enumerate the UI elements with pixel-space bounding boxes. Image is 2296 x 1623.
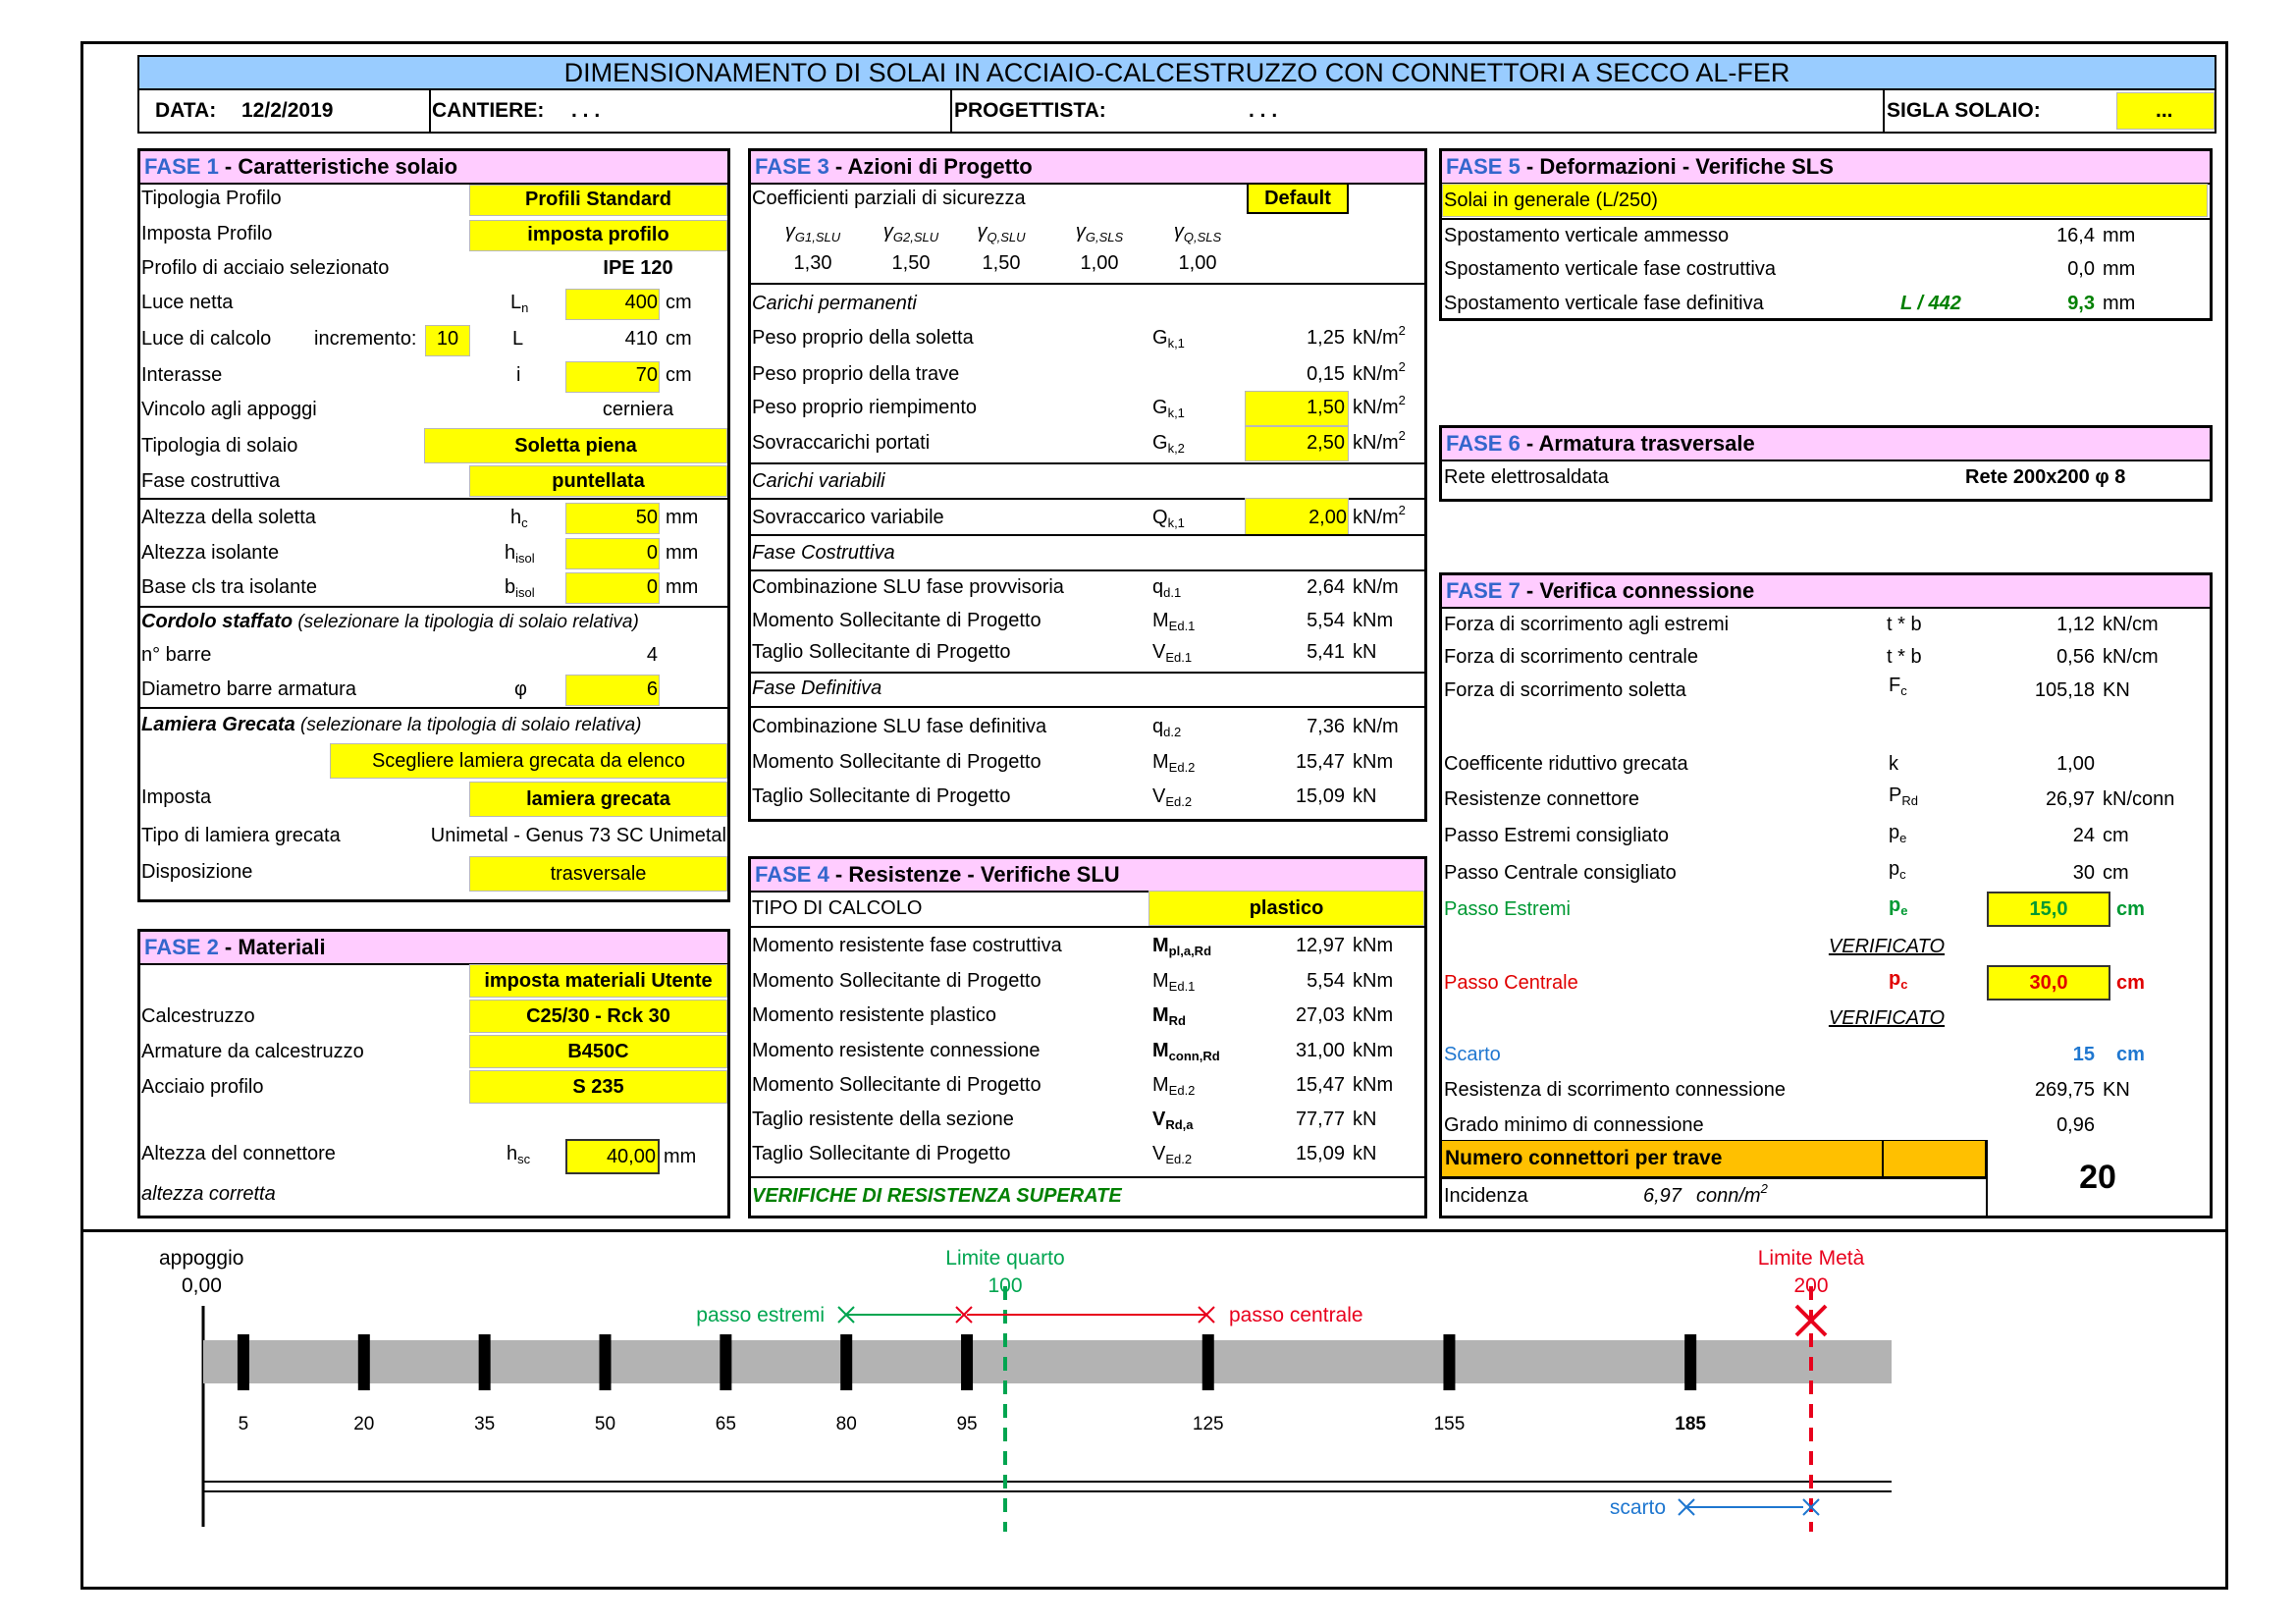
rows2-label-2: Taglio Sollecitante di Progetto bbox=[752, 641, 1011, 663]
profilo-selezionato-value: IPE 120 bbox=[603, 257, 673, 279]
connector-95 bbox=[961, 1334, 973, 1390]
resistenza-scorrimento-unit: KN bbox=[2103, 1079, 2130, 1101]
connector-label-125: 125 bbox=[1192, 1414, 1224, 1434]
progettista-label: PROGETTISTA: bbox=[954, 99, 1106, 122]
disposizione-select[interactable]: trasversale bbox=[550, 863, 647, 885]
rows4-unit-0: kNm bbox=[1353, 935, 1394, 956]
rows4-unit-6: kN bbox=[1353, 1143, 1377, 1164]
base-cls-label: Base cls tra isolante bbox=[141, 576, 317, 598]
forza-centrale-value: 0,56 bbox=[2056, 646, 2095, 668]
appoggio-label: appoggio bbox=[159, 1247, 244, 1270]
incidenza-label: Incidenza bbox=[1444, 1185, 1528, 1207]
spostamento-costruttiva-unit: mm bbox=[2103, 258, 2136, 280]
rows2-symbol-1: $M_{Ed.1}$ bbox=[1152, 610, 1196, 633]
altezza-isolante-symbol: $h_{isol}$ bbox=[505, 542, 535, 566]
rows4-value-5: 77,77 bbox=[1295, 1109, 1345, 1130]
rete-value[interactable]: Rete 200x200 φ 8 bbox=[1965, 466, 2126, 488]
calcestruzzo-label: Calcestruzzo bbox=[141, 1005, 255, 1027]
imposta-materiali-select[interactable]: imposta materiali Utente bbox=[484, 970, 713, 992]
resistenze-connettore-value: 26,97 bbox=[2045, 788, 2095, 810]
rows2-unit-2: kN bbox=[1353, 641, 1377, 663]
rows1-label-2: Peso proprio riempimento bbox=[752, 397, 977, 418]
altezza-soletta-input[interactable]: 50 bbox=[635, 507, 658, 528]
gamma-value-0: 1,30 bbox=[793, 252, 832, 274]
fase2-header: FASE 2 - Materiali bbox=[140, 932, 727, 965]
rows3-unit-2: kN bbox=[1353, 785, 1377, 807]
lamiera-select[interactable]: Scegliere lamiera grecata da elenco bbox=[371, 750, 686, 772]
spostamento-costruttiva-label: Spostamento verticale fase costruttiva bbox=[1444, 258, 1776, 280]
connector-label-95: 95 bbox=[956, 1414, 978, 1434]
acciaio-label: Acciaio profilo bbox=[141, 1076, 264, 1098]
page-title: DIMENSIONAMENTO DI SOLAI IN ACCIAIO-CALCESTRUZZO CON CONNETTORI A SECCO AL-FER bbox=[137, 55, 2216, 90]
n-barre-value: 4 bbox=[646, 644, 658, 666]
connector-diagram bbox=[80, 1232, 2228, 1586]
resistenze-connettore-label: Resistenze connettore bbox=[1444, 788, 1640, 810]
luce-calcolo-value: 410 bbox=[624, 328, 658, 350]
rows3-label-0: Combinazione SLU fase definitiva bbox=[752, 716, 1047, 737]
rows4-value-2: 27,03 bbox=[1295, 1004, 1345, 1026]
rows4-symbol-0: $M_{pl,a,Rd}$ bbox=[1152, 935, 1212, 958]
gamma-value-3: 1,00 bbox=[1080, 252, 1119, 274]
passo-estremi-consigliato-label: Passo Estremi consigliato bbox=[1444, 825, 1669, 846]
connector-20 bbox=[358, 1334, 370, 1390]
fase1-header: FASE 1 - Caratteristiche solaio bbox=[140, 151, 727, 185]
connector-35 bbox=[479, 1334, 491, 1390]
rows1-label-1: Peso proprio della trave bbox=[752, 363, 960, 385]
rows2-unit-1: kNm bbox=[1353, 610, 1394, 631]
rows3-symbol-1: $M_{Ed.2}$ bbox=[1152, 751, 1196, 775]
fase7-content bbox=[1439, 572, 2213, 1218]
rows2-value-1: 5,54 bbox=[1307, 610, 1345, 631]
cantiere-label: CANTIERE: bbox=[432, 99, 545, 122]
forza-estremi-symbol: t * b bbox=[1887, 614, 1922, 635]
gamma-label-0: $\gamma_{G1,SLU}$ bbox=[784, 221, 841, 244]
passo-centrale-symbol: $p_c$ bbox=[1889, 968, 1908, 992]
rows4-symbol-4: $M_{Ed.2}$ bbox=[1152, 1074, 1196, 1098]
disposizione-label: Disposizione bbox=[141, 861, 253, 883]
connector-50 bbox=[600, 1334, 612, 1390]
passo-estremi-unit: cm bbox=[2116, 898, 2145, 920]
rows4-value-6: 15,09 bbox=[1295, 1143, 1345, 1164]
diametro-input[interactable]: 6 bbox=[646, 678, 658, 700]
luce-netta-label: Luce netta bbox=[141, 292, 234, 313]
rows3-unit-0: kN/m bbox=[1353, 716, 1399, 737]
passo-centrale-unit: cm bbox=[2116, 972, 2145, 994]
base-cls-input[interactable]: 0 bbox=[646, 576, 658, 598]
rows4-label-3: Momento resistente connessione bbox=[752, 1040, 1041, 1061]
interasse-label: Interasse bbox=[141, 364, 223, 386]
solai-select[interactable]: Solai in generale (L/250) bbox=[1444, 189, 1658, 211]
profilo-selezionato-label: Profilo di acciaio selezionato bbox=[141, 257, 390, 279]
gamma-value-4: 1,00 bbox=[1178, 252, 1217, 274]
incidenza-value: 6,97 bbox=[1643, 1185, 1682, 1207]
spostamento-ammesso-value: 16,4 bbox=[2056, 225, 2095, 246]
fase2-content bbox=[137, 929, 730, 1218]
progettista-value[interactable]: . . . bbox=[1249, 99, 1278, 122]
rows1-unit-2: $kN/m^2$ bbox=[1353, 393, 1406, 418]
rows4-value-1: 5,54 bbox=[1307, 970, 1345, 992]
rows4-value-3: 31,00 bbox=[1295, 1040, 1345, 1061]
tipo-lamiera-value: Unimetal - Genus 73 SC Unimetal bbox=[430, 825, 726, 846]
altezza-corretta-status: altezza corretta bbox=[141, 1183, 276, 1205]
n-barre-label: n° barre bbox=[141, 644, 212, 666]
rows2-symbol-2: $V_{Ed.1}$ bbox=[1152, 641, 1193, 665]
fase1-content bbox=[137, 148, 730, 902]
carichi-variabili-heading: Carichi variabili bbox=[752, 470, 885, 492]
passo-centrale-consigliato-unit: cm bbox=[2103, 862, 2129, 884]
spostamento-ammesso-label: Spostamento verticale ammesso bbox=[1444, 225, 1730, 246]
verificato-estremi-status: VERIFICATO bbox=[1828, 936, 1946, 957]
fase-costruttiva-select[interactable]: puntellata bbox=[552, 470, 645, 492]
rows2-label-0: Combinazione SLU fase provvisoria bbox=[752, 576, 1064, 598]
rete-label: Rete elettrosaldata bbox=[1444, 466, 1609, 488]
connector-label-65: 65 bbox=[715, 1414, 736, 1434]
interasse-symbol: i bbox=[516, 364, 521, 386]
rows2-symbol-0: $q_{d.1}$ bbox=[1152, 576, 1182, 600]
rows1-symbol-0: $G_{k,1}$ bbox=[1152, 327, 1185, 351]
forza-centrale-symbol: t * b bbox=[1887, 646, 1922, 668]
rows3-symbol-0: $q_{d.2}$ bbox=[1152, 716, 1182, 739]
rows4-symbol-3: $M_{conn,Rd}$ bbox=[1152, 1040, 1220, 1063]
connector-5 bbox=[238, 1334, 249, 1390]
passo-centrale-label: Passo Centrale bbox=[1444, 972, 1578, 994]
connector-label-35: 35 bbox=[474, 1414, 496, 1434]
limite-meta-value: 200 bbox=[1793, 1274, 1829, 1297]
rows1-value-3[interactable]: 2,50 bbox=[1307, 432, 1345, 454]
rows4-value-0: 12,97 bbox=[1295, 935, 1345, 956]
connector-185 bbox=[1684, 1334, 1696, 1390]
rows3-label-2: Taglio Sollecitante di Progetto bbox=[752, 785, 1011, 807]
rows1-label-0: Peso proprio della soletta bbox=[752, 327, 974, 349]
connector-65 bbox=[720, 1334, 731, 1390]
altezza-connettore-label: Altezza del connettore bbox=[141, 1143, 336, 1164]
rows4-value-4: 15,47 bbox=[1295, 1074, 1345, 1096]
grado-connessione-label: Grado minimo di connessione bbox=[1444, 1114, 1704, 1136]
verificato-centrale-status: VERIFICATO bbox=[1828, 1007, 1946, 1029]
rows4-symbol-1: $M_{Ed.1}$ bbox=[1152, 970, 1196, 994]
rows1-symbol-3: $G_{k,2}$ bbox=[1152, 432, 1185, 456]
tipo-lamiera-label: Tipo di lamiera grecata bbox=[141, 825, 341, 846]
spostamento-definitiva-value: 9,3 bbox=[2067, 293, 2095, 314]
tipo-calcolo-label: TIPO DI CALCOLO bbox=[752, 897, 923, 919]
fase4-content bbox=[748, 856, 1427, 1218]
rows3-unit-1: kNm bbox=[1353, 751, 1394, 773]
numero-connettori-value: 20 bbox=[2079, 1159, 2116, 1196]
resistenze-connettore-unit: kN/conn bbox=[2103, 788, 2175, 810]
resistenza-scorrimento-value: 269,75 bbox=[2034, 1079, 2095, 1101]
luce-netta-unit: cm bbox=[666, 292, 692, 313]
sovraccarico-variabile-unit: $kN/m^2$ bbox=[1353, 503, 1406, 528]
rows4-label-0: Momento resistente fase costruttiva bbox=[752, 935, 1062, 956]
forza-soletta-value: 105,18 bbox=[2034, 679, 2095, 701]
diametro-symbol: φ bbox=[514, 678, 527, 700]
rows1-label-3: Sovraccarichi portati bbox=[752, 432, 931, 454]
fase4-header: FASE 4 - Resistenze - Verifiche SLU bbox=[751, 859, 1424, 893]
interasse-input[interactable]: 70 bbox=[635, 364, 658, 386]
tipologia-profilo-label: Tipologia Profilo bbox=[141, 188, 282, 209]
info-bar bbox=[137, 90, 2216, 134]
gamma-label-1: $\gamma_{G2,SLU}$ bbox=[882, 221, 939, 244]
passo-centrale-consigliato-value: 30 bbox=[2072, 862, 2095, 884]
incremento-input[interactable]: 10 bbox=[436, 328, 459, 350]
incremento-label: incremento: bbox=[314, 328, 417, 350]
rows4-symbol-6: $V_{Ed.2}$ bbox=[1152, 1143, 1193, 1166]
limite-meta-label: Limite Metà bbox=[1757, 1247, 1865, 1270]
scarto-label: Scarto bbox=[1444, 1044, 1501, 1065]
connector-label-50: 50 bbox=[594, 1414, 616, 1434]
sovraccarico-variabile-input[interactable]: 2,00 bbox=[1308, 507, 1347, 528]
passo-centrale-text: passo centrale bbox=[1229, 1304, 1363, 1326]
scarto-value: 15 bbox=[2072, 1044, 2095, 1065]
rows4-unit-2: kNm bbox=[1353, 1004, 1394, 1026]
calcestruzzo-select[interactable]: C25/30 - Rck 30 bbox=[526, 1005, 670, 1027]
resistenze-connettore-symbol: $P_{Rd}$ bbox=[1889, 784, 1918, 808]
incidenza-unit: conn/$m^2$ bbox=[1696, 1181, 1768, 1207]
rows4-label-6: Taglio Sollecitante di Progetto bbox=[752, 1143, 1011, 1164]
forza-centrale-unit: kN/cm bbox=[2103, 646, 2159, 668]
armature-label: Armature da calcestruzzo bbox=[141, 1041, 364, 1062]
rows4-label-5: Taglio resistente della sezione bbox=[752, 1109, 1014, 1130]
connector-label-155: 155 bbox=[1433, 1414, 1466, 1434]
resistenza-scorrimento-label: Resistenza di scorrimento connessione bbox=[1444, 1079, 1786, 1101]
fase-costruttiva-label: Fase costruttiva bbox=[141, 470, 281, 492]
tipo-calcolo-select[interactable]: plastico bbox=[1249, 897, 1324, 919]
rows3-symbol-2: $V_{Ed.2}$ bbox=[1152, 785, 1193, 809]
gamma-label-2: $\gamma_{Q,SLU}$ bbox=[977, 221, 1026, 244]
limite-quarto-label: Limite quarto bbox=[945, 1247, 1065, 1270]
tipologia-solaio-label: Tipologia di solaio bbox=[141, 435, 298, 457]
imposta-profilo-label: Imposta Profilo bbox=[141, 223, 273, 244]
cantiere-value[interactable]: . . . bbox=[571, 99, 601, 122]
rows4-label-2: Momento resistente plastico bbox=[752, 1004, 997, 1026]
vincolo-value: cerniera bbox=[602, 399, 674, 420]
passo-estremi-consigliato-value: 24 bbox=[2072, 825, 2095, 846]
luce-calcolo-symbol: L bbox=[512, 328, 524, 350]
fase6-header: FASE 6 - Armatura trasversale bbox=[1442, 428, 2210, 461]
rows4-symbol-5: $V_{Rd,a}$ bbox=[1152, 1109, 1194, 1132]
altezza-soletta-unit: mm bbox=[666, 507, 699, 528]
imposta-label: Imposta bbox=[141, 786, 212, 808]
altezza-soletta-label: Altezza della soletta bbox=[141, 507, 316, 528]
altezza-connettore-input[interactable]: 40,00 bbox=[606, 1146, 656, 1167]
grado-connessione-value: 0,96 bbox=[2056, 1114, 2095, 1136]
fase5-header: FASE 5 - Deformazioni - Verifiche SLS bbox=[1442, 151, 2210, 185]
diametro-label: Diametro barre armatura bbox=[141, 678, 356, 700]
passo-centrale-consigliato-symbol: $p_c$ bbox=[1889, 858, 1906, 882]
sovraccarico-variabile-symbol: $Q_{k,1}$ bbox=[1152, 507, 1185, 530]
fase6-content bbox=[1439, 425, 2213, 502]
fase3-header: FASE 3 - Azioni di Progetto bbox=[751, 151, 1424, 185]
rows1-value-1: 0,15 bbox=[1307, 363, 1345, 385]
rows4-symbol-2: $M_{Rd}$ bbox=[1152, 1004, 1187, 1028]
rows3-label-1: Momento Sollecitante di Progetto bbox=[752, 751, 1041, 773]
rows4-unit-4: kNm bbox=[1353, 1074, 1394, 1096]
rows4-label-1: Momento Sollecitante di Progetto bbox=[752, 970, 1041, 992]
tipologia-profilo-select[interactable]: Profili Standard bbox=[525, 189, 671, 210]
base-cls-unit: mm bbox=[666, 576, 699, 598]
rows4-unit-3: kNm bbox=[1353, 1040, 1394, 1061]
forza-estremi-value: 1,12 bbox=[2056, 614, 2095, 635]
data-value[interactable]: 12/2/2019 bbox=[241, 99, 334, 122]
passo-estremi-label: Passo Estremi bbox=[1444, 898, 1571, 920]
gamma-value-1: 1,50 bbox=[891, 252, 931, 274]
passo-estremi-input[interactable]: 15,0 bbox=[2029, 898, 2068, 920]
rows1-unit-3: $kN/m^2$ bbox=[1353, 428, 1406, 454]
rows2-value-0: 2,64 bbox=[1307, 576, 1345, 598]
luce-calcolo-unit: cm bbox=[666, 328, 692, 350]
rows3-value-0: 7,36 bbox=[1307, 716, 1345, 737]
appoggio-value: 0,00 bbox=[182, 1274, 222, 1297]
forza-centrale-label: Forza di scorrimento centrale bbox=[1444, 646, 1698, 668]
passo-centrale-input[interactable]: 30,0 bbox=[2029, 972, 2068, 994]
altezza-connettore-symbol: $h_{sc}$ bbox=[507, 1143, 531, 1166]
rows3-value-1: 15,47 bbox=[1295, 751, 1345, 773]
numero-connettori-label: Numero connettori per trave bbox=[1445, 1147, 1723, 1169]
spostamento-definitiva-ratio: L / 442 bbox=[1900, 293, 1961, 314]
coefficienti-label: Coefficienti parziali di sicurezza bbox=[752, 188, 1026, 209]
rows2-value-2: 5,41 bbox=[1307, 641, 1345, 663]
vincolo-label: Vincolo agli appoggi bbox=[141, 399, 317, 420]
gamma-label-3: $\gamma_{G,SLS}$ bbox=[1075, 221, 1124, 244]
connector-label-20: 20 bbox=[353, 1414, 375, 1434]
fase5-content bbox=[1439, 148, 2213, 321]
sigla-value[interactable]: ... bbox=[2156, 99, 2173, 122]
forza-estremi-unit: kN/cm bbox=[2103, 614, 2159, 635]
rows1-value-2[interactable]: 1,50 bbox=[1307, 397, 1345, 418]
interasse-unit: cm bbox=[666, 364, 692, 386]
gamma-value-2: 1,50 bbox=[982, 252, 1021, 274]
verifiche-result: VERIFICHE DI RESISTENZA SUPERATE bbox=[752, 1185, 1122, 1207]
connector-label-80: 80 bbox=[835, 1414, 857, 1434]
altezza-isolante-unit: mm bbox=[666, 542, 699, 564]
forza-soletta-symbol: $F_c$ bbox=[1889, 675, 1907, 698]
spostamento-definitiva-label: Spostamento verticale fase definitiva bbox=[1444, 293, 1764, 314]
rows1-unit-1: $kN/m^2$ bbox=[1353, 359, 1406, 385]
rows2-label-1: Momento Sollecitante di Progetto bbox=[752, 610, 1041, 631]
data-label: DATA: bbox=[155, 99, 217, 122]
acciaio-select[interactable]: S 235 bbox=[572, 1076, 624, 1098]
imposta-profilo-select[interactable]: imposta profilo bbox=[527, 224, 669, 245]
tipologia-solaio-select[interactable]: Soletta piena bbox=[514, 435, 637, 457]
connector-125 bbox=[1202, 1334, 1214, 1390]
scarto-unit: cm bbox=[2116, 1044, 2145, 1065]
connector-label-185: 185 bbox=[1675, 1414, 1707, 1434]
altezza-connettore-unit: mm bbox=[664, 1146, 697, 1167]
base-cls-symbol: $b_{isol}$ bbox=[505, 576, 535, 600]
passo-centrale-consigliato-label: Passo Centrale consigliato bbox=[1444, 862, 1677, 884]
rows1-symbol-2: $G_{k,1}$ bbox=[1152, 397, 1185, 420]
coeff-riduttivo-label: Coefficente riduttivo grecata bbox=[1444, 753, 1688, 775]
rows4-unit-5: kN bbox=[1353, 1109, 1377, 1130]
connector-label-5: 5 bbox=[238, 1414, 249, 1434]
spostamento-definitiva-unit: mm bbox=[2103, 293, 2136, 314]
altezza-isolante-input[interactable]: 0 bbox=[646, 542, 658, 564]
altezza-soletta-symbol: $h_c$ bbox=[510, 507, 528, 530]
spostamento-costruttiva-value: 0,0 bbox=[2067, 258, 2095, 280]
luce-netta-input[interactable]: 400 bbox=[624, 292, 658, 313]
rows4-label-4: Momento Sollecitante di Progetto bbox=[752, 1074, 1041, 1096]
luce-calcolo-label: Luce di calcolo bbox=[141, 328, 272, 350]
fase-costruttiva-heading: Fase Costruttiva bbox=[752, 542, 895, 564]
passo-estremi-symbol: $p_e$ bbox=[1889, 894, 1908, 918]
cordolo-heading: Cordolo staffato (selezionare la tipologia di solaio relativa) bbox=[141, 611, 639, 632]
luce-netta-symbol: $L_n$ bbox=[510, 292, 529, 315]
rows1-unit-0: $kN/m^2$ bbox=[1353, 323, 1406, 349]
sigla-label: SIGLA SOLAIO: bbox=[1887, 99, 2041, 122]
passo-estremi-text: passo estremi bbox=[696, 1304, 825, 1326]
fase-definitiva-heading: Fase Definitiva bbox=[752, 677, 882, 699]
forza-soletta-label: Forza di scorrimento soletta bbox=[1444, 679, 1686, 701]
carichi-permanenti-heading: Carichi permanenti bbox=[752, 293, 917, 314]
forza-soletta-unit: KN bbox=[2103, 679, 2130, 701]
connector-80 bbox=[840, 1334, 852, 1390]
gamma-label-4: $\gamma_{Q,SLS}$ bbox=[1173, 221, 1222, 244]
limite-quarto-value: 100 bbox=[988, 1274, 1023, 1297]
rows2-unit-0: kN/m bbox=[1353, 576, 1399, 598]
fase3-content bbox=[748, 148, 1427, 822]
altezza-isolante-label: Altezza isolante bbox=[141, 542, 280, 564]
coeff-riduttivo-symbol: k bbox=[1889, 753, 1898, 775]
fase7-header: FASE 7 - Verifica connessione bbox=[1442, 575, 2210, 609]
armature-select[interactable]: B450C bbox=[567, 1041, 629, 1062]
connector-155 bbox=[1443, 1334, 1455, 1390]
sovraccarico-variabile-label: Sovraccarico variabile bbox=[752, 507, 944, 528]
coeff-riduttivo-value: 1,00 bbox=[2056, 753, 2095, 775]
passo-estremi-consigliato-unit: cm bbox=[2103, 825, 2129, 846]
forza-estremi-label: Forza di scorrimento agli estremi bbox=[1444, 614, 1730, 635]
spostamento-ammesso-unit: mm bbox=[2103, 225, 2136, 246]
scarto-text: scarto bbox=[1609, 1496, 1666, 1519]
lamiera-heading: Lamiera Grecata (selezionare la tipologia di solaio relativa) bbox=[141, 714, 642, 735]
default-button[interactable]: Default bbox=[1264, 188, 1331, 209]
beam bbox=[203, 1340, 1892, 1383]
imposta-select[interactable]: lamiera grecata bbox=[526, 788, 670, 810]
rows4-unit-1: kNm bbox=[1353, 970, 1394, 992]
rows1-value-0: 1,25 bbox=[1307, 327, 1345, 349]
rows3-value-2: 15,09 bbox=[1295, 785, 1345, 807]
passo-estremi-consigliato-symbol: $p_e$ bbox=[1889, 822, 1907, 845]
